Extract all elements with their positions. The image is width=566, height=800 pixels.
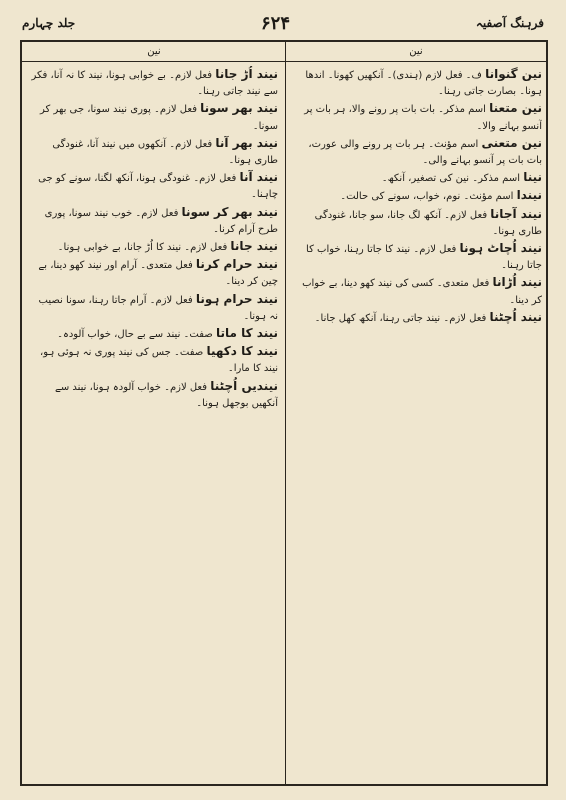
entry — [292, 66, 542, 100]
right-column-heading: نین — [286, 42, 546, 62]
entry-headword: نیند اُچٹنا — [489, 309, 542, 324]
entry — [28, 238, 278, 256]
entry-gloss: اسم مذکر۔ بات بات پر رونے والا، ہر بات پر آنسو بہانے والا۔ — [304, 104, 542, 132]
entry — [28, 291, 278, 325]
entry-gloss: فعل متعدی۔ کسی کی نیند کھو دینا، بے خواب کر دینا۔ — [302, 278, 542, 306]
entry-gloss: صفت۔ نیند سے بے حال، خواب آلودہ۔ — [57, 329, 213, 341]
entry-headword: نین متعنی — [481, 135, 542, 150]
entry — [28, 100, 278, 134]
entry-headword: نیند اُڑ جانا — [215, 67, 278, 81]
entry — [28, 325, 278, 343]
entry-headword: نیند آجانا — [490, 206, 542, 221]
entry-gloss: فعل لازم۔ بے خوابی ہونا، نیند کا نہ آنا، فکر سے نیند جاتی رہنا۔ — [31, 70, 278, 98]
entry-gloss: صفت۔ جس کی نیند پوری نہ ہوئی ہو، نیند کا مارا۔ — [40, 347, 278, 375]
entry-gloss: فعل لازم۔ نیند جاتی رہنا، آنکھ کھل جانا۔ — [314, 312, 487, 324]
entry-headword: نیند کا ماتا — [215, 326, 278, 341]
entry — [292, 309, 542, 327]
entry — [292, 240, 542, 274]
entry-gloss: فعل لازم۔ آنکھوں میں نیند آنا، غنودگی طاری ہونا۔ — [52, 138, 278, 167]
entry-headword: نیندا — [516, 188, 542, 203]
entry-headword: نینا — [523, 170, 542, 185]
entry — [292, 274, 542, 308]
entry-headword: نین متعنا — [489, 101, 542, 116]
entry — [292, 135, 542, 169]
entry-headword: نیند جانا — [230, 239, 278, 254]
entry-gloss: فعل لازم۔ نیند کا جاتا رہنا، خواب کا جاتا رہنا۔ — [306, 244, 542, 272]
entry-headword: نیند اُچاٹ ہونا — [459, 241, 542, 256]
entry-gloss: اسم مؤنث۔ نوم، خواب، سونے کی حالت۔ — [340, 191, 514, 203]
entry-headword: نیند بھر آنا — [215, 135, 278, 150]
entry-headword: نیند کا دکھیا — [206, 344, 278, 359]
column-divider — [285, 42, 286, 784]
entry — [292, 100, 542, 134]
entry-gloss: اسم مؤنث۔ ہر بات پر رونے والی عورت، بات بات پر آنسو بہانے والی۔ — [308, 138, 542, 167]
entry-headword: نیند حرام ہونا — [195, 291, 278, 306]
entry-headword: نیند بھر کر سونا — [181, 204, 278, 219]
entry-headword: نیندیں اُچٹنا — [210, 378, 278, 393]
entry — [28, 204, 278, 238]
page-header — [22, 10, 544, 36]
entry-headword: نین گنوانا — [485, 67, 542, 81]
entry — [292, 206, 542, 240]
entry — [28, 256, 278, 290]
entry-gloss: فعل لازم۔ آنکھ لگ جانا، سو جانا، غنودگی طاری ہونا۔ — [314, 209, 542, 237]
entry-gloss: ف۔ فعل لازم (ہندی)۔ آنکھیں کھونا۔ اندھا ہونا۔ بصارت جاتی رہنا۔ — [305, 70, 542, 98]
entry-headword: نیند بھر سونا — [200, 101, 278, 116]
entry-gloss: فعل متعدی۔ آرام اور نیند کھو دینا، بے چین کر دینا۔ — [38, 260, 278, 288]
left-column-heading: نین — [22, 42, 286, 62]
entry — [28, 135, 278, 169]
entry — [28, 66, 278, 100]
page-number: ۶۲۴ — [261, 12, 291, 34]
book-title: فرہنگ آصفیہ — [475, 16, 544, 30]
entry — [292, 169, 542, 187]
entry-gloss: فعل لازم۔ پوری نیند سونا، جی بھر کر سونا۔ — [39, 104, 278, 132]
right-column — [292, 66, 542, 780]
volume-label: جلد چہارم — [22, 16, 76, 30]
entry-gloss: اسم مذکر۔ نین کی تصغیر، آنکھ۔ — [381, 173, 520, 185]
entry-headword: نیند آنا — [239, 170, 278, 185]
entry-gloss: فعل لازم۔ آرام جاتا رہنا، سونا نصیب نہ ہونا۔ — [38, 294, 278, 322]
entry — [28, 343, 278, 377]
entry-gloss: فعل لازم۔ غنودگی ہونا، آنکھ لگنا، سونے کو جی چاہنا۔ — [38, 173, 278, 201]
entry — [28, 378, 278, 412]
entry — [28, 169, 278, 203]
entry-gloss: فعل لازم۔ خواب آلودہ ہونا، نیند سے آنکھیں بوجھل ہونا۔ — [54, 381, 278, 409]
entry-gloss: فعل لازم۔ خوب نیند سونا، پوری طرح آرام کرنا۔ — [44, 207, 278, 235]
entry — [292, 187, 542, 205]
entry-headword: نیند اُڑانا — [492, 275, 542, 290]
text-frame — [20, 40, 548, 786]
entry-headword: نیند حرام کرنا — [195, 257, 278, 272]
left-column — [28, 66, 278, 780]
entry-gloss: فعل لازم۔ نیند کا اُڑ جانا، بے خوابی ہونا۔ — [57, 242, 228, 254]
